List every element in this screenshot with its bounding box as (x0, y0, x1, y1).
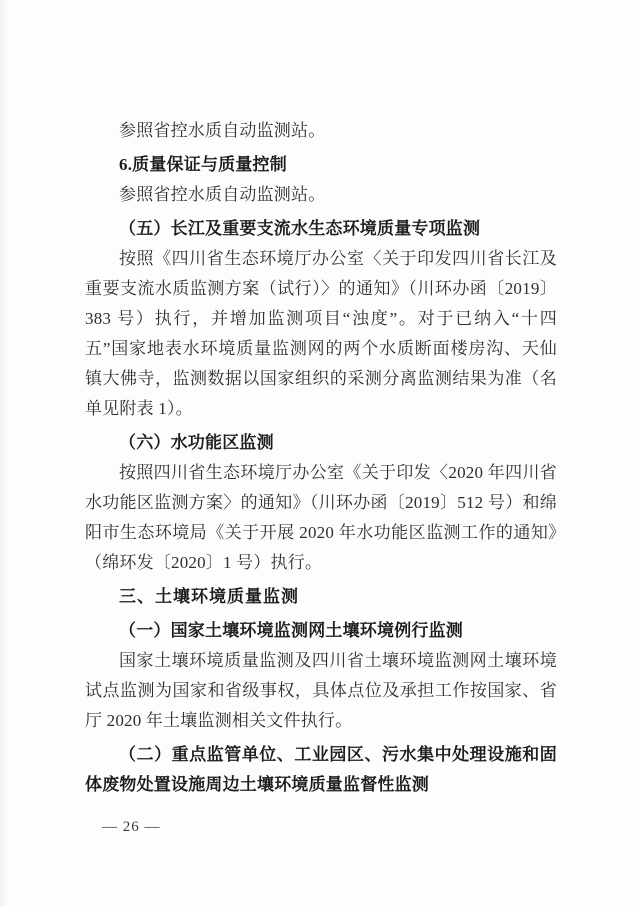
paragraph-soil-monitoring-detail: 国家土壤环境质量监测及四川省土壤环境监测网土壤环境试点监测为国家和省级事权，具体点位及承担工作按国家、省厅 2020 年土壤监测相关文件执行。 (85, 651, 557, 730)
heading-section-2-key-units-supervision: （二）重点监管单位、工业园区、污水集中处理设施和固体废物处置设施周边土壤环境质量监督性监测 (85, 745, 557, 794)
heading-section-1-national-soil-network: （一）国家土壤环境监测网土壤环境例行监测 (119, 621, 463, 640)
paragraph-yangtze-monitoring-detail: 按照《四川省生态环境厅办公室〈关于印发四川省长江及重要支流水质监测方案（试行）〉的通知》（川环办函〔2019〕383 号）执行，并增加监测项目“浊度”。对于已纳入“十四五”国家地表水环境质量监测网的两个水质断面楼房沟、天仙镇大佛寺，监测数据以国家组织的采测分离监测结果为准（名单见附表 1）。 (85, 249, 557, 418)
scan-edge-shadow (0, 0, 8, 906)
heading-chapter-3-soil-quality: 三、土壤环境质量监测 (119, 587, 299, 606)
paragraph-water-function-zone-detail: 按照四川省生态环境厅办公室《关于印发〈2020 年四川省水功能区监测方案〉的通知》（川环办函〔2019〕512 号）和绵阳市生态环境局《关于开展 2020 年水功能区监测工作的通知》（绵环发〔2020〕1 号）执行。 (85, 463, 557, 572)
document-body (85, 116, 557, 800)
paragraph-ref-auto-station-1: 参照省控水质自动监测站。 (119, 121, 326, 140)
paragraph-ref-auto-station-2: 参照省控水质自动监测站。 (119, 185, 326, 204)
heading-section-5-yangtze-monitoring: （五）长江及重要支流水生态环境质量专项监测 (119, 219, 481, 238)
heading-section-6-water-function-zone: （六）水功能区监测 (119, 433, 274, 452)
page-number: — 26 — (102, 819, 161, 835)
heading-quality-assurance: 6.质量保证与质量控制 (119, 155, 287, 174)
